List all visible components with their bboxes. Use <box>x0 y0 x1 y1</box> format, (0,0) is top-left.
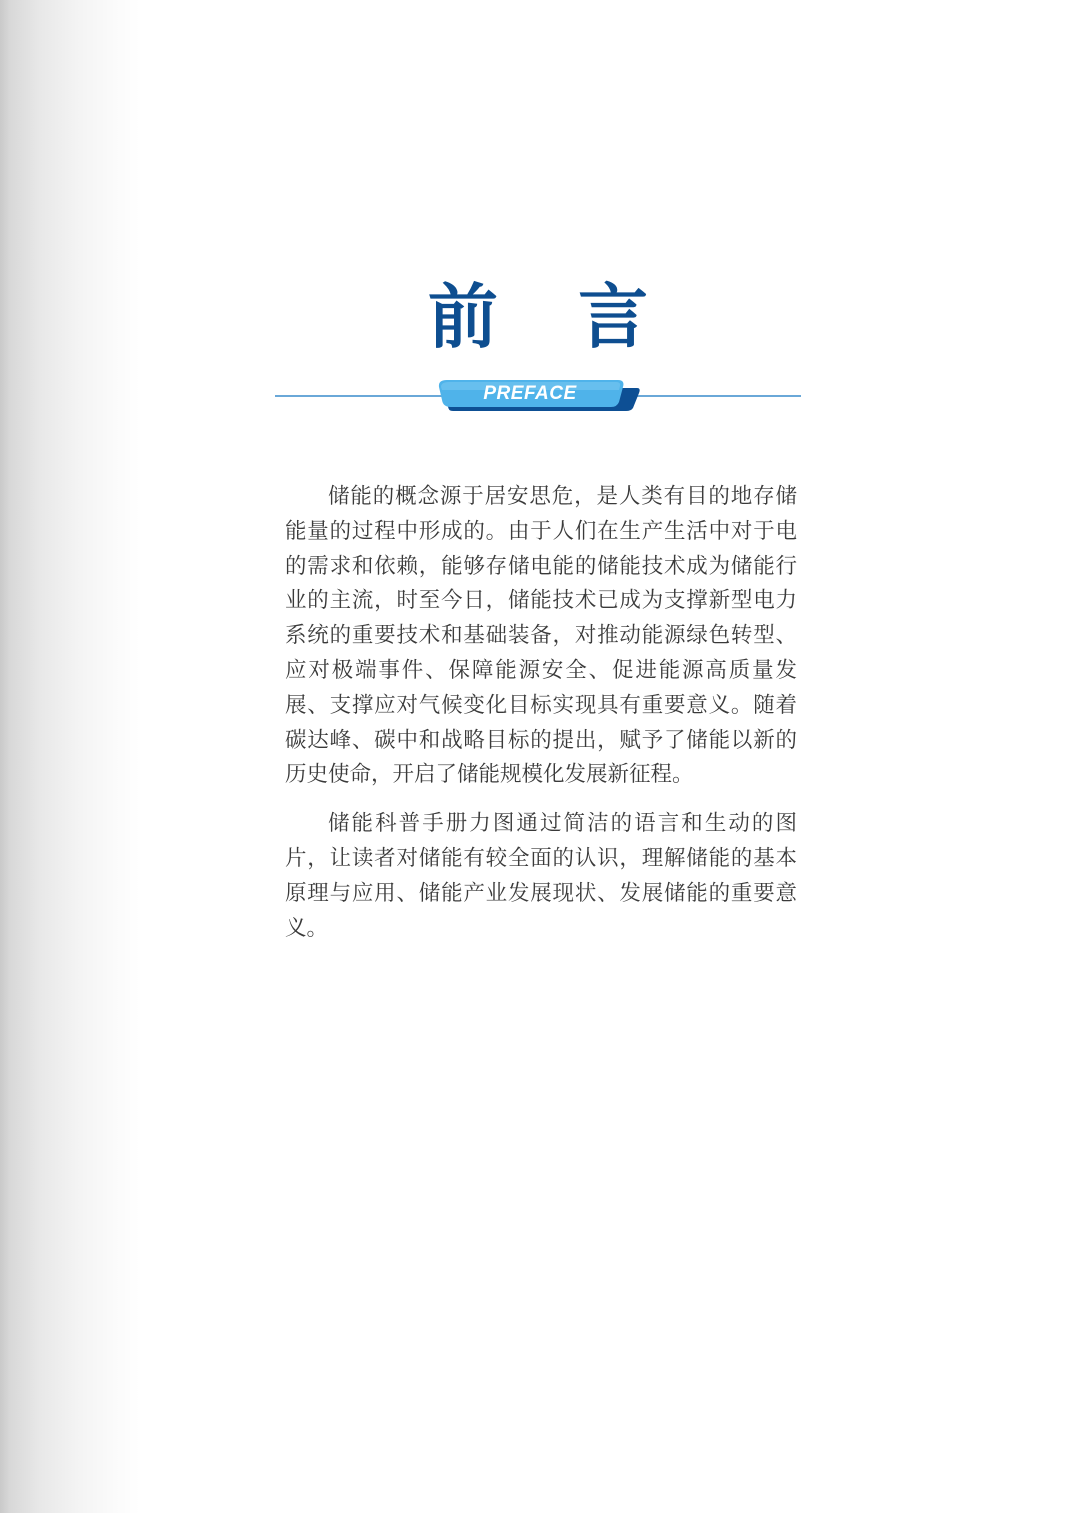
page-title: 前 言 <box>427 275 677 358</box>
preface-label: PREFACE <box>483 383 577 404</box>
section-divider <box>275 378 801 414</box>
paragraph-2: 储能科普手册力图通过简洁的语言和生动的图片，让读者对储能有较全面的认识，理解储能的基本原理与应用、储能产业发展现状、发展储能的重要意义。 <box>285 811 797 941</box>
page-gutter-shadow <box>0 0 140 1513</box>
preface-body <box>285 480 797 946</box>
paragraph-1: 储能的概念源于居安思危，是人类有目的地存储能量的过程中形成的。由于人们在生产生活中对于电的需求和依赖，能够存储电能的储能技术成为储能行业的主流，时至今日，储能技术已成为支撑新型电力系统的重要技术和基础装备，对推动能源绿色转型、应对极端事件、保障能源安全、促进能源高质量发展、支撑应对气候变化目标实现具有重要意义。随着碳达峰、碳中和战略目标的提出，赋予了储能以新的历史使命，开启了储能规模化发展新征程。 <box>285 484 797 788</box>
